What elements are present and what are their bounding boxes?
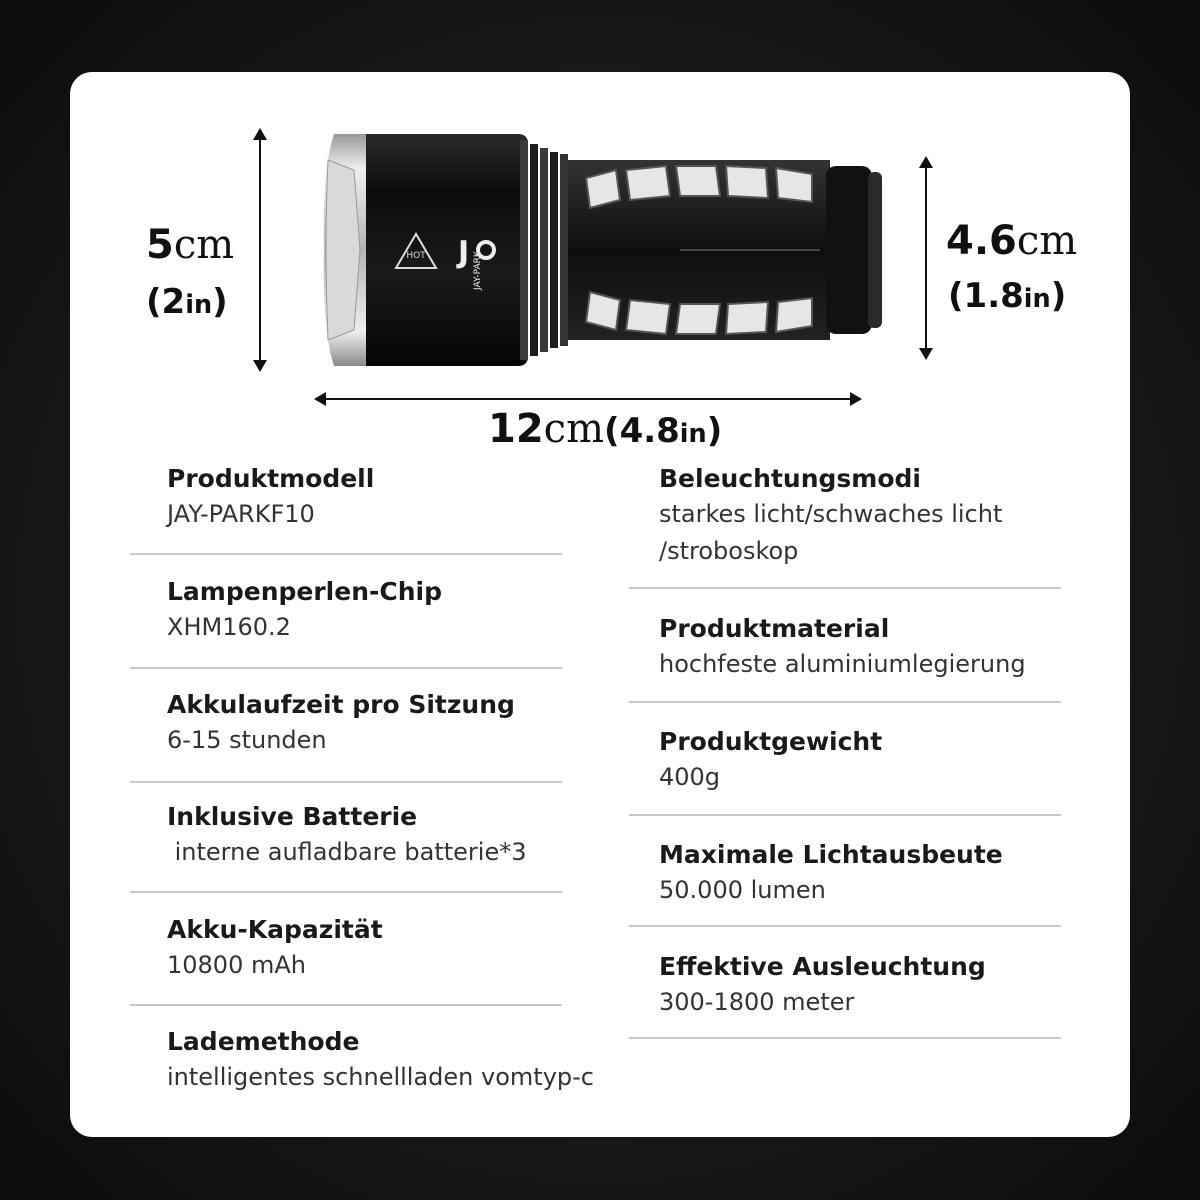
spec-value: hochfeste aluminiumlegierung (659, 650, 1026, 678)
spec-label: Akkulaufzeit pro Sitzung (167, 690, 515, 719)
spec-label: Inklusive Batterie (167, 802, 418, 831)
spec-item-material (659, 612, 1026, 683)
spec-item-model (167, 462, 374, 533)
spec-item-charging (167, 1025, 594, 1096)
front-height-inch-label: (2in) (146, 282, 228, 322)
spec-value: JAY-PARKF10 (167, 500, 315, 528)
spec-label: Produktmaterial (659, 614, 890, 643)
spec-label: Produktmodell (167, 464, 375, 493)
front-height-label: 5cm (146, 222, 235, 268)
spec-value: interne aufladbare batterie*3 (167, 838, 527, 866)
length-arrow (316, 398, 860, 400)
spec-value: starkes licht/schwaches licht /stroboskop (659, 500, 1003, 565)
divider (629, 814, 1061, 816)
logo-mark-icon: J (458, 235, 470, 270)
logo-label: JAY-PARK (473, 251, 483, 290)
spec-label: Produktgewicht (659, 727, 883, 756)
hot-warning-label: HOT (406, 251, 426, 261)
spec-item-battery (167, 800, 526, 871)
divider (629, 1037, 1061, 1039)
front-height-arrow (259, 130, 261, 370)
spec-value: 50.000 lumen (659, 876, 826, 904)
length-label: 12cm(4.8in) (488, 406, 723, 452)
flashlight-image (320, 130, 890, 370)
rear-height-arrow (925, 158, 927, 358)
spec-value: 300-1800 meter (659, 988, 855, 1016)
spec-card (70, 72, 1130, 1137)
divider (629, 925, 1061, 927)
spec-value: XHM160.2 (167, 613, 291, 641)
divider (629, 587, 1061, 589)
divider (130, 1004, 562, 1006)
spec-value: 6-15 stunden (167, 726, 327, 754)
rear-height-inch-label: (1.8in) (948, 276, 1067, 316)
divider (130, 781, 562, 783)
divider (130, 553, 562, 555)
spec-item-chip (167, 575, 442, 646)
divider (629, 701, 1061, 703)
spec-item-weight (659, 725, 882, 796)
spec-value: intelligentes schnellladen vomtyp-c (167, 1063, 594, 1091)
spec-item-capacity (167, 913, 383, 984)
spec-item-modes (659, 462, 1002, 570)
spec-item-runtime (167, 688, 515, 759)
spec-item-range (659, 950, 986, 1021)
spec-label: Maximale Lichtausbeute (659, 840, 1003, 869)
spec-label: Lampenperlen-Chip (167, 577, 442, 606)
spec-value: 400g (659, 763, 721, 791)
spec-label: Akku-Kapazität (167, 915, 383, 944)
spec-item-lumen (659, 838, 1003, 909)
rear-height-label: 4.6cm (946, 218, 1078, 264)
spec-label: Lademethode (167, 1027, 360, 1056)
spec-value: 10800 mAh (167, 951, 306, 979)
spec-label: Beleuchtungsmodi (659, 464, 921, 493)
divider (130, 891, 562, 893)
divider (130, 667, 562, 669)
spec-label: Effektive Ausleuchtung (659, 952, 986, 981)
